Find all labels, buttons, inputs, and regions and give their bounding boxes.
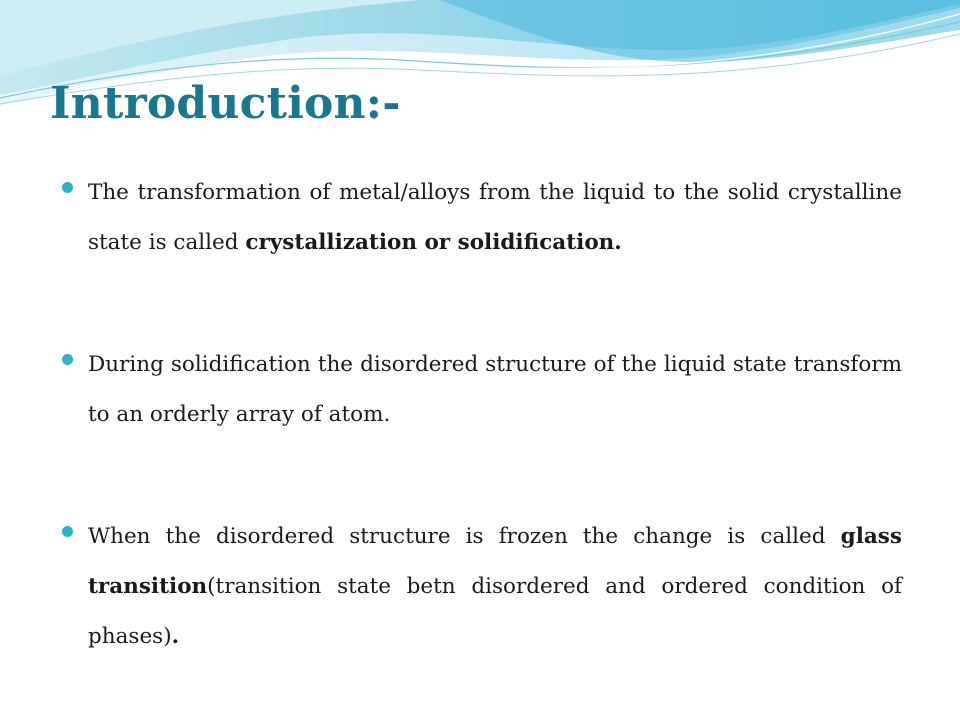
- slide-title: Introduction:-: [50, 78, 401, 129]
- bullet-text: The transformation of metal/alloys from the liquid to the solid crystalline state is called: [88, 180, 902, 255]
- bullet-item: [62, 168, 902, 268]
- bullet-item: [62, 340, 902, 440]
- bullet-dot-icon: [62, 526, 73, 537]
- bullet-text: During solidification the disordered structure of the liquid state transform to an orderly array of atom.: [88, 352, 902, 427]
- bullet-item: [62, 512, 902, 662]
- bullet-dot-icon: [62, 354, 73, 365]
- bullet-emphasis-text: glass transition: [88, 524, 902, 599]
- bullet-dot-icon: [62, 182, 73, 193]
- bullet-text: When the disordered structure is frozen the change is called: [88, 524, 841, 549]
- bullet-emphasis-text: .: [171, 624, 180, 649]
- bullet-list: [62, 168, 902, 662]
- bullet-emphasis-text: crystallization or solidification.: [245, 230, 622, 255]
- bullet-text: (transition state betn disordered and ordered condition of phases): [88, 574, 902, 649]
